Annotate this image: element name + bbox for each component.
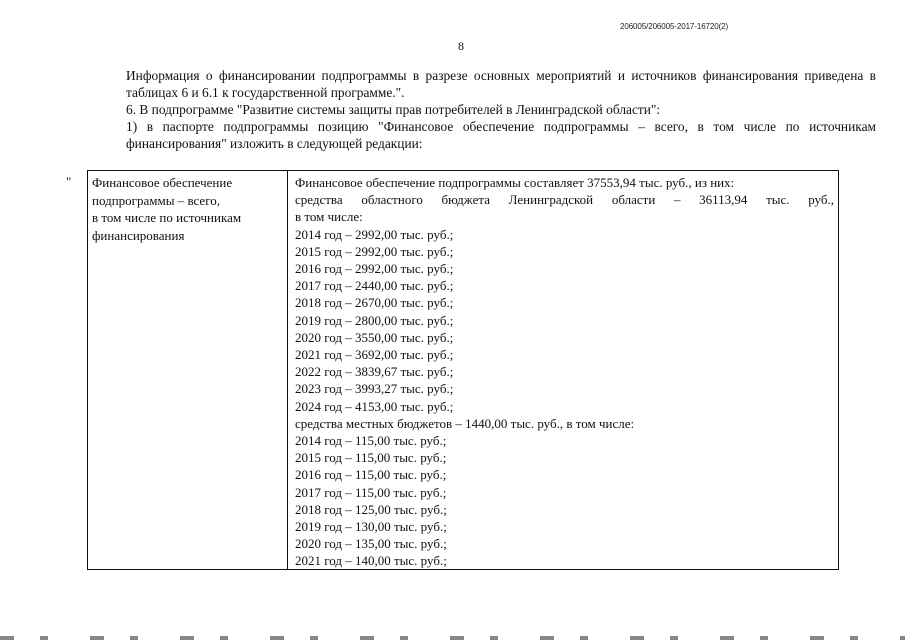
financing-table: [87, 170, 839, 570]
left-cell-line: Финансовое обеспечение: [92, 175, 233, 190]
regional-year-row: 2015 год – 2992,00 тыс. руб.;: [295, 243, 454, 259]
local-year-row: 2016 год – 115,00 тыс. руб.;: [295, 467, 447, 483]
regional-year-row: 2017 год – 2440,00 тыс. руб.;: [295, 278, 454, 294]
regional-year-row: 2014 год – 2992,00 тыс. руб.;: [295, 226, 454, 242]
regional-year-row: 2016 год – 2992,00 тыс. руб.;: [295, 261, 454, 277]
paragraph-financing-info: Информация о финансировании подпрограммы в разрезе основных мероприятий и источников финансирования приведена в таблицах 6 и 6.1 к государственной программе.".: [126, 68, 876, 100]
regional-year-row: 2022 год – 3839,67 тыс. руб.;: [295, 364, 454, 380]
left-cell-line: финансирования: [92, 227, 185, 243]
regional-year-row: 2019 год – 2800,00 тыс. руб.;: [295, 312, 454, 328]
opening-quote-mark: ": [66, 174, 72, 189]
page-number: 8: [458, 39, 464, 53]
paragraph-subprogram-change: 6. В подпрограмме "Развитие системы защиты прав потребителей в Ленинградской области":: [126, 102, 661, 117]
local-year-row: 2015 год – 115,00 тыс. руб.;: [295, 450, 447, 466]
regional-year-row: 2020 год – 3550,00 тыс. руб.;: [295, 329, 454, 345]
financing-total: Финансовое обеспечение подпрограммы составляет 37553,94 тыс. руб., из них:: [295, 175, 735, 190]
table-right-cell: [289, 171, 838, 569]
local-year-row: 2019 год – 130,00 тыс. руб.;: [295, 519, 447, 535]
local-year-row: 2020 год – 135,00 тыс. руб.;: [295, 536, 447, 552]
local-year-row: 2017 год – 115,00 тыс. руб.;: [295, 484, 447, 500]
paragraph-passport-position: 1) в паспорте подпрограммы позицию "Финансовое обеспечение подпрограммы – всего, в том числе по источникам финансирования" изложить в следующей редакции:: [126, 119, 876, 151]
local-year-row: 2021 год – 140,00 тыс. руб.;: [295, 553, 447, 569]
regional-budget-total: средства областного бюджета Ленинградской области – 36113,94 тыс. руб.,: [295, 192, 834, 208]
regional-budget-including: в том числе:: [295, 209, 363, 225]
local-year-row: 2018 год – 125,00 тыс. руб.;: [295, 501, 447, 517]
document-id: 206005/206005-2017-16720(2): [620, 22, 729, 31]
scan-edge-artifact: [0, 636, 905, 640]
regional-year-row: 2023 год – 3993,27 тыс. руб.;: [295, 381, 454, 397]
regional-year-row: 2024 год – 4153,00 тыс. руб.;: [295, 398, 454, 414]
regional-year-row: 2021 год – 3692,00 тыс. руб.;: [295, 347, 454, 363]
regional-year-row: 2018 год – 2670,00 тыс. руб.;: [295, 295, 454, 311]
left-cell-line: подпрограммы – всего,: [92, 192, 220, 208]
local-year-row: 2014 год – 115,00 тыс. руб.;: [295, 433, 447, 449]
local-budget-total: средства местных бюджетов – 1440,00 тыс. руб., в том числе:: [295, 415, 635, 431]
left-cell-line: в том числе по источникам: [92, 210, 242, 225]
table-left-cell: [88, 171, 288, 569]
